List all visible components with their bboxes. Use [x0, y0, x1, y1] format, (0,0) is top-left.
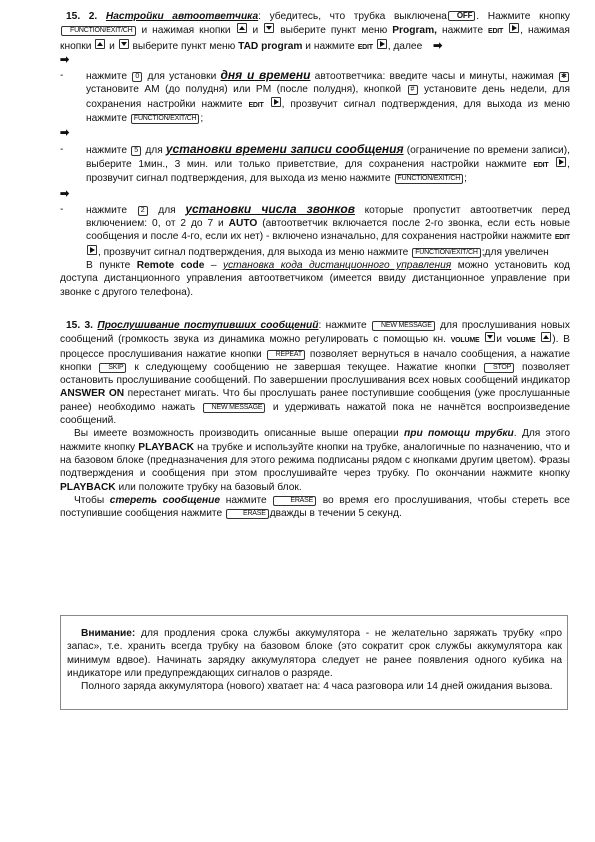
off-button: OFF [448, 11, 475, 21]
remote-code-description: установка кода дистанционного управления [222, 260, 452, 272]
volume-label: VOLUME [450, 337, 480, 345]
auto-label: AUTO [228, 218, 258, 230]
edit-label: EDIT [533, 161, 549, 169]
erase-button: ERASE [226, 509, 269, 519]
key-5-icon: 5 [131, 146, 141, 156]
play-right-icon [509, 23, 519, 33]
playback-label: PLAYBACK [60, 481, 116, 493]
up-arrow-icon [95, 39, 105, 49]
edit-label: EDIT [554, 234, 570, 242]
section-title: Прослушивание поступивших сообщений [97, 319, 319, 331]
list-dash: - [60, 70, 64, 82]
edit-label: EDIT [357, 43, 373, 51]
key-star-icon: ✱ [559, 72, 569, 82]
highlight-ring-count: установки числа звонков [185, 201, 355, 216]
page-content [60, 10, 570, 520]
play-right-icon [271, 97, 281, 107]
program-menu-label: Program, [392, 25, 437, 37]
play-right-icon [556, 157, 566, 167]
warning-paragraph: Внимание: для продления срока службы аккумулятора - не желательно заряжать трубку «про запас», т.е. хранить всегда трубку на базовом блоке (это сократит срок службы аккумулятора как минимум вдвое). Начинать зарядку аккумулятора следует не ранее появления одного кубика на индикаторе или предупреждающих сигналов о разряде. [67, 628, 562, 679]
function-exit-button: FUNCTION/EXIT/CH [61, 26, 136, 36]
warning-label: Внимание: [81, 628, 136, 639]
new-message-button: NEW MESSAGE [372, 321, 435, 331]
key-hash-icon: # [408, 85, 418, 95]
remote-code-label: Remote code [136, 260, 205, 272]
tad-program-label: TAD program [238, 40, 303, 52]
repeat-button: REPEAT [267, 350, 305, 360]
down-arrow-icon [264, 23, 274, 33]
volume-label: VOLUME [506, 337, 536, 345]
list-item: - нажмите 5 для установки времени записи сообщения (ограничение по времени записи), выберите 1мин., 3 мин. или только приветствие, для сохранения настройки нажмите EDIT , прозвучит сигнал подтверждения, для выхода из меню нажмите FUNCTION/EXIT/CH ; [60, 141, 570, 185]
function-exit-button: FUNCTION/EXIT/CH [412, 248, 481, 258]
battery-life-paragraph: Полного заряда аккумулятора (нового) хватает на: 4 часа разговора или 14 дней ожидания вызова. [81, 681, 553, 693]
section-title: Настройки автоответчика [105, 11, 259, 22]
highlight-record-time: установки времени записи сообщения [165, 141, 404, 156]
answer-on-label: ANSWER ON [60, 388, 125, 400]
section-15-2-intro: 15. 2. Настройки автоответчика: убедитесь, что трубка выключена OFF . Нажмите кнопку FUNCTION/EXIT/CH и нажимая кнопки и выберите пункт меню Program, нажмите EDIT , нажимая кнопки и выберите пункт меню TAD program и нажмите EDIT , далее ➡ [60, 11, 571, 52]
next-arrow-icon: ➡ [60, 187, 70, 200]
section-number: 15. 3. [66, 319, 94, 331]
chevron-down-icon [485, 332, 495, 342]
next-arrow-icon: ➡ [60, 53, 70, 66]
list-item: - нажмите 0 для установки дня и времени автоответчика: введите часы и минуты, нажимая ✱ установите AM (до полудня) или PM (после полудня), кнопкой # установите день недели, для сохранения настройки нажмите EDIT , прозвучит сигнал подтверждения, для выхода из меню нажмите FUNCTION/EXIT/CH ; [60, 68, 570, 125]
up-arrow-icon [237, 23, 247, 33]
handset-paragraph: Вы имеете возможность производить описанные выше операции при помощи трубки. Для этого нажмите кнопку PLAYBACK на трубке и используйте кнопки на трубке, аналогичные по назначению, что и на базовом блоке (предназначения для этого режима подписаны рядом с кнопками другим цветом). Фразы подтверждения и сообщения при этом прослушивайте через трубку. По окончании нажмите кнопку PLAYBACK или положите трубку на базовый блок. [60, 428, 570, 493]
section-number: 15. 2. [66, 11, 98, 22]
highlight-day-time: дня и времени [220, 68, 311, 83]
function-exit-button: FUNCTION/EXIT/CH [131, 114, 200, 124]
next-arrow-icon: ➡ [433, 39, 443, 52]
list-item: - нажмите 2 для установки числа звонков которые пропустит автоответчик перед включением: 0, от 2 до 7 и AUTO (автоответчик включается после 2-го звонка, если есть новые сообщения и после 4-го, если их нет) - включено изначально, для сохранения настройки нажмите EDIT , прозвучит сигнал подтверждения, для выхода из меню нажмите FUNCTION/EXIT/CH ;для увеличен [60, 201, 570, 258]
play-right-icon [377, 39, 387, 49]
edit-label: EDIT [248, 101, 264, 109]
skip-button: SKIP [99, 363, 126, 373]
next-arrow-icon: ➡ [60, 127, 70, 140]
down-arrow-icon [119, 39, 129, 49]
play-right-icon [87, 245, 97, 255]
handset-emphasis: при помощи трубки [404, 428, 514, 440]
remote-code-paragraph: В пункте Remote code – установка кода дистанционного управления можно установить код доступа дистанционного управления автоответчиком (имеется ввиду дистанционное управление при звонке с другого телефона). [60, 260, 570, 298]
erase-emphasis: стереть сообщение [109, 494, 221, 506]
chevron-up-icon [541, 332, 551, 342]
playback-label: PLAYBACK [138, 441, 194, 453]
edit-label: EDIT [487, 28, 504, 36]
section-15-3-intro: 15. 3. Прослушивание поступивших сообщений: нажмите NEW MESSAGE для прослушивания новых сообщений (громкость звука из динамика можно регулировать с помощью кн. VOLUME и VOLUME ). В процессе прослушивания нажатие кнопки REPEAT позволяет вернуться в начало сообщения, а нажатие кнопки SKIP к следующему сообщению не завершая текущее. Нажатие кнопки STOP позволяет остановить прослушивание сообщений. По завершении прослушивания всех новых сообщений индикатор ANSWER ON перестанет мигать. Что бы прослушать ранее поступившие сообщения (уже прослушанные ранее) необходимо нажать NEW MESSAGE и удерживать нажатой пока не начнётся воспроизведение сообщений. [60, 319, 571, 427]
key-0-icon: 0 [132, 72, 142, 82]
erase-button: ERASE [273, 496, 316, 506]
battery-warning-box [60, 615, 568, 710]
new-message-button: NEW MESSAGE [203, 403, 266, 413]
key-2-icon: 2 [138, 206, 148, 216]
erase-paragraph: Чтобы стереть сообщение нажмите ERASE во время его прослушивания, чтобы стереть все поступившие сообщения нажмите ERASE дважды в течении 5 секунд. [60, 494, 570, 520]
stop-button: STOP [484, 363, 514, 373]
function-exit-button: FUNCTION/EXIT/CH [395, 174, 464, 184]
